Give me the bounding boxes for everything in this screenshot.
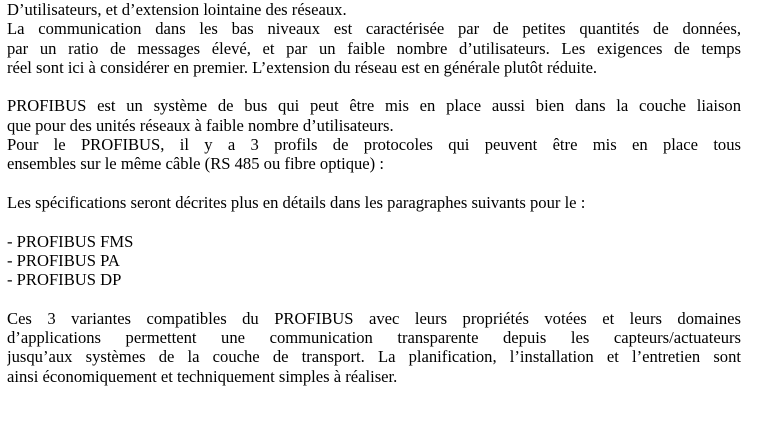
- text-line: ainsi économiquement et techniquement simples à réaliser.: [7, 366, 398, 386]
- text-line: D’utilisateurs, et d’extension lointaine des réseaux.: [7, 0, 347, 19]
- document-page: [7, 0, 741, 386]
- paragraph-variants-compatibility: [7, 309, 741, 386]
- text-line: La communication dans les bas niveaux est caractérisée par de petites quantités de données,: [7, 19, 741, 39]
- paragraph-gap: [7, 77, 741, 96]
- text-line: Ces 3 variantes compatibles du PROFIBUS avec leurs propriétés votées et leurs domaines: [7, 308, 741, 328]
- text-line: par un ratio de messages élevé, et par un faible nombre d’utilisateurs. Les exigences de temps: [7, 38, 741, 58]
- list-item: - PROFIBUS PA: [7, 250, 120, 270]
- text-line: Les spécifications seront décrites plus en détails dans les paragraphes suivants pour le :: [7, 192, 586, 212]
- paragraph-specifications: [7, 193, 741, 212]
- text-line: que pour des unités réseaux à faible nombre d’utilisateurs.: [7, 115, 394, 135]
- list-item: - PROFIBUS FMS: [7, 231, 134, 251]
- paragraph-profibus-intro: [7, 96, 741, 173]
- text-line: d’applications permettent une communication transparente depuis les capteurs/actuateurs: [7, 328, 741, 348]
- profibus-variant-list: [7, 232, 741, 290]
- paragraph-gap: [7, 212, 741, 231]
- paragraph-networks-low-level: [7, 0, 741, 77]
- list-item: - PROFIBUS DP: [7, 270, 122, 290]
- text-line: réel sont ici à considérer en premier. L’extension du réseau est en générale plutôt réduite.: [7, 57, 598, 77]
- paragraph-gap: [7, 174, 741, 193]
- text-line: PROFIBUS est un système de bus qui peut être mis en place aussi bien dans la couche liaison: [7, 96, 741, 116]
- text-line: ensembles sur le même câble (RS 485 ou fibre optique) :: [7, 154, 384, 174]
- text-line: jusqu’aux systèmes de la couche de transport. La planification, l’installation et l’entretien sont: [7, 347, 741, 367]
- text-line: Pour le PROFIBUS, il y a 3 profils de protocoles qui peuvent être mis en place tous: [7, 135, 741, 155]
- paragraph-gap: [7, 289, 741, 308]
